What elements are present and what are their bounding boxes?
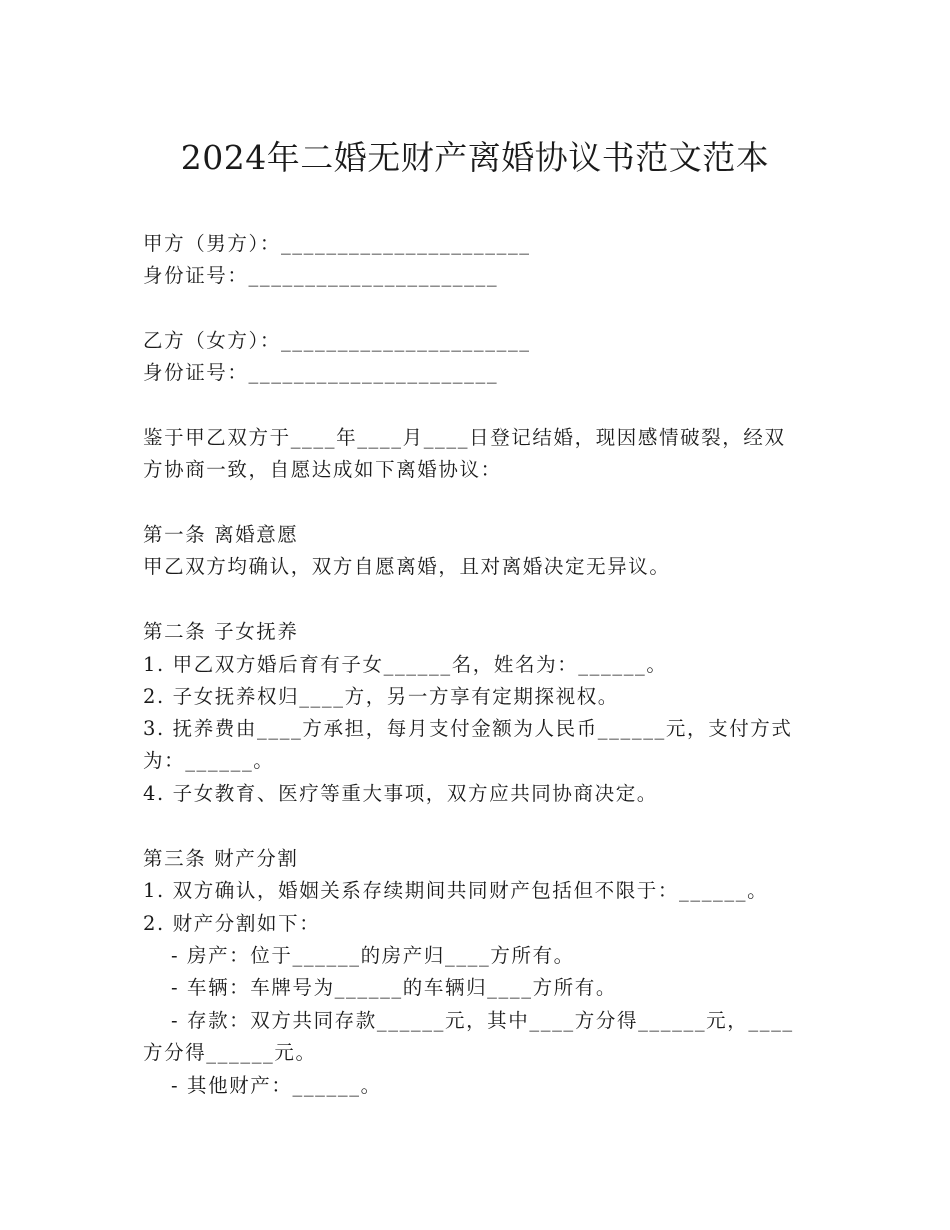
article-3-sub-other: - 其他财产：______。 bbox=[171, 1074, 382, 1097]
article-2-item-3-line-1: 3. 抚养费由____方承担，每月支付金额为人民币______元，支付方式 bbox=[143, 717, 793, 740]
document-title: 2024年二婚无财产离婚协议书范文范本 bbox=[180, 138, 770, 177]
article-2-item-3-line-2: 为：______。 bbox=[143, 749, 275, 772]
article-3-sub-deposit-line-1: - 存款：双方共同存款______元，其中____方分得______元，____ bbox=[171, 1009, 794, 1032]
article-3-sub-deposit-line-2: 方分得______元。 bbox=[143, 1041, 317, 1064]
article-2-item-2: 2. 子女抚养权归____方，另一方享有定期探视权。 bbox=[143, 685, 619, 708]
article-1-text: 甲乙双方均确认，双方自愿离婚，且对离婚决定无异议。 bbox=[143, 555, 671, 578]
article-3-item-2: 2. 财产分割如下： bbox=[143, 912, 321, 935]
party-b-name-line: 乙方（女方）：______________________ bbox=[143, 329, 531, 352]
article-3-sub-house: - 房产：位于______的房产归____方所有。 bbox=[171, 944, 575, 967]
article-3-heading: 第三条 财产分割 bbox=[143, 847, 299, 870]
article-3-item-1: 1. 双方确认，婚姻关系存续期间共同财产包括但不限于：______。 bbox=[143, 879, 769, 902]
article-2-item-4: 4. 子女教育、医疗等重大事项，双方应共同协商决定。 bbox=[143, 782, 658, 805]
article-2-heading: 第二条 子女抚养 bbox=[143, 620, 299, 643]
party-a-id-line: 身份证号：______________________ bbox=[143, 264, 499, 287]
article-2-item-1: 1. 甲乙双方婚后育有子女______名，姓名为：______。 bbox=[143, 653, 668, 676]
article-1-heading: 第一条 离婚意愿 bbox=[143, 523, 299, 546]
party-b-id-line: 身份证号：______________________ bbox=[143, 361, 499, 384]
preamble-line-2: 方协商一致，自愿达成如下离婚协议： bbox=[143, 458, 502, 481]
party-a-name-line: 甲方（男方）：______________________ bbox=[143, 232, 531, 255]
article-3-sub-vehicle: - 车辆：车牌号为______的车辆归____方所有。 bbox=[171, 976, 617, 999]
preamble-line-1: 鉴于甲乙双方于____年____月____日登记结婚，现因感情破裂，经双 bbox=[143, 426, 786, 449]
